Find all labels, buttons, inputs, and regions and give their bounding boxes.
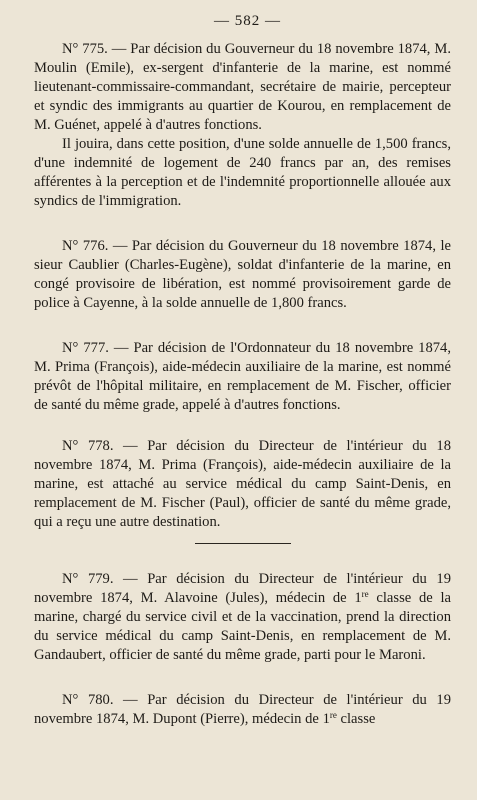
entry-777	[34, 339, 451, 415]
entry-paragraph: Il jouira, dans cette position, d'une solde annuelle de 1,500 francs, d'une indemnité de logement de 240 francs par an, des remises afférentes à la perception et de l'indemnité proportionnelle allouée aux syndics de l'immigration.	[34, 136, 451, 209]
entry-778	[34, 437, 451, 532]
entry-paragraph: N° 779. — Par décision du Directeur de l'intérieur du 19 novembre 1874, M. Alavoine (Jules), médecin de 1re classe de la marine, chargé du service civil et de la vaccination, prend la direction du service médical du camp Saint-Denis, en remplacement de M. Gandaubert, officier de santé du même grade, parti pour le Maroni.	[34, 571, 451, 663]
page-number: — 582 —	[214, 13, 281, 29]
entry-775	[34, 40, 451, 211]
entry-paragraph: N° 775. — Par décision du Gouverneur du 18 novembre 1874, M. Moulin (Emile), ex-sergent d'infanterie de la marine, est nommé lieutenant-commissaire-commandant, secrétaire de mairie, percepteur et syndic des immigrants au quartier de Kourou, en remplacement de M. Guénet, appelé à d'autres fonctions.	[34, 41, 451, 133]
entry-paragraph: N° 780. — Par décision du Directeur de l'intérieur du 19 novembre 1874, M. Dupont (Pierre), médecin de 1re classe	[34, 692, 451, 727]
entry-paragraph: N° 778. — Par décision du Directeur de l'intérieur du 18 novembre 1874, M. Prima (François), aide-médecin auxiliaire de la marine, est attaché au service médical du camp Saint-Denis, en remplacement de M. Fischer (Paul), officier de santé du même grade, qui a reçu une autre destination.	[34, 438, 451, 530]
entry-776	[34, 237, 451, 313]
section-divider	[195, 543, 291, 544]
entry-paragraph: N° 777. — Par décision de l'Ordonnateur du 18 novembre 1874, M. Prima (François), aide-médecin auxiliaire de la marine, est nommé prévôt de l'hôpital militaire, en remplacement de M. Fischer, officier de santé du même grade, appelé à d'autres fonctions.	[34, 340, 451, 413]
entry-paragraph: N° 776. — Par décision du Gouverneur du 18 novembre 1874, le sieur Caublier (Charles-Eugène), soldat d'infanterie de la marine, en congé provisoire de libération, est nommé provisoirement garde de police à Cayenne, à la solde annuelle de 1,800 francs.	[34, 238, 451, 311]
entry-779	[34, 570, 451, 665]
entry-780	[34, 691, 451, 729]
